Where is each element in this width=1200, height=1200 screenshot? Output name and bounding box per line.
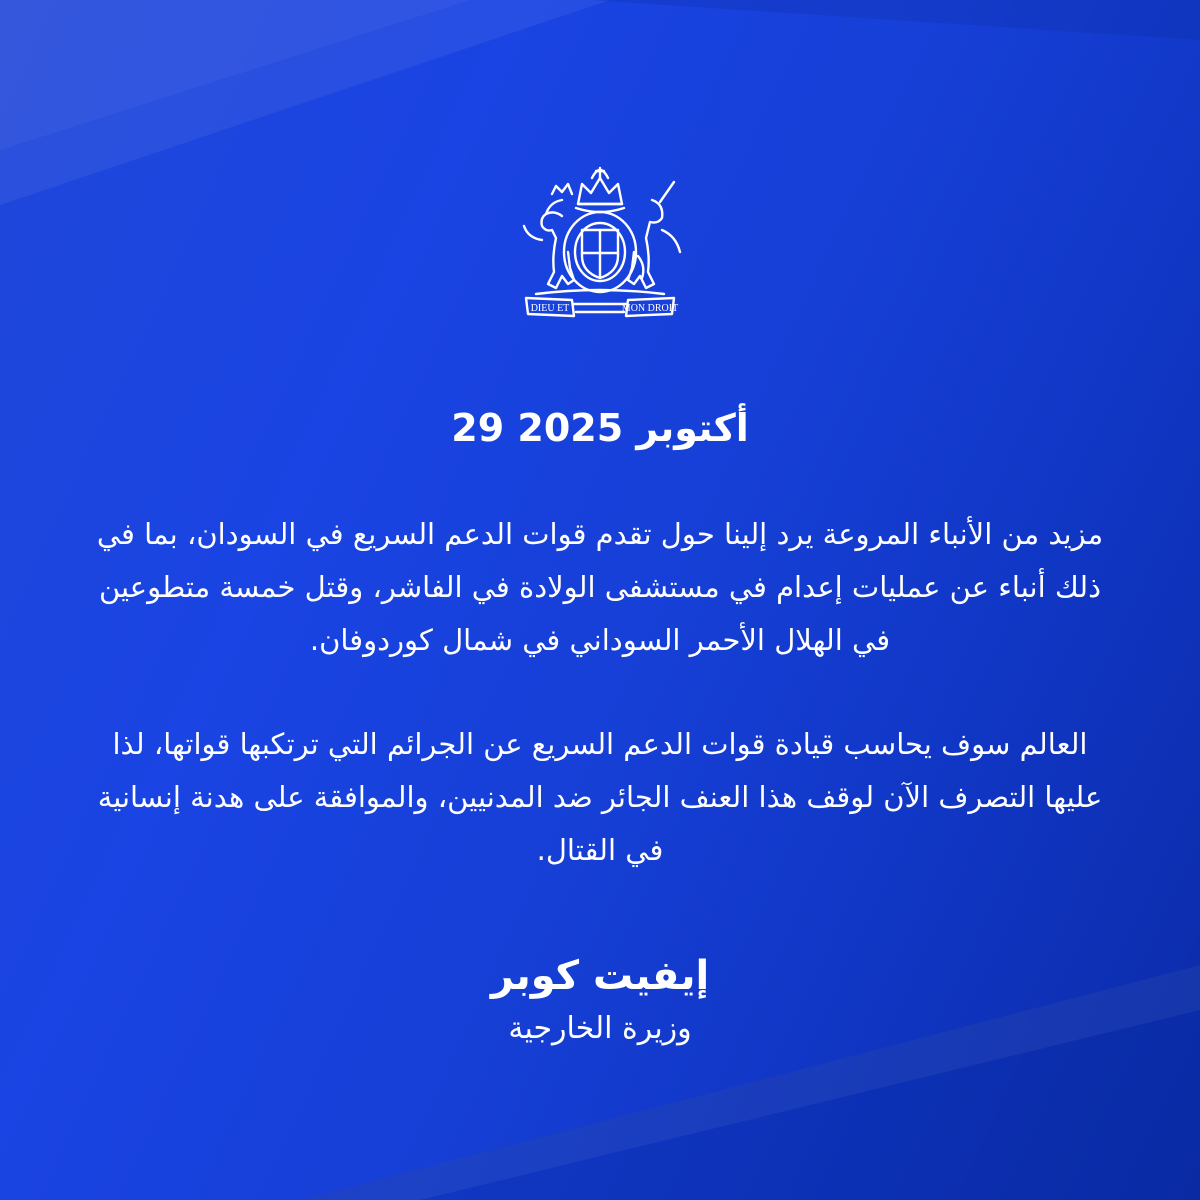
statement-date: 29 أكتوبر 2025 (451, 406, 749, 450)
statement-paragraph-2: العالم سوف يحاسب قيادة قوات الدعم السريع عن الجرائم التي ترتكبها قواتها، لذا عليها التصرف الآن لوقف هذا العنف الجائر ضد المدنيين، والموافقة على هدنة إنسانية في القتال. (97, 727, 1103, 867)
signatory-title: وزيرة الخارجية (508, 1011, 692, 1046)
motto-right: MON DROIT (621, 303, 679, 314)
top-left-inner-band (0, 0, 470, 150)
royal-coat-of-arms-icon (512, 160, 688, 332)
signatory-name: إيفيت كوبر (490, 953, 710, 999)
top-right-dark-band (590, 0, 1200, 40)
motto-left: DIEU ET (530, 303, 570, 314)
statement-paragraph-1: مزيد من الأنباء المروعة يرد إلينا حول تقدم قوات الدعم السريع في السودان، بما في ذلك أنباء عن عمليات إعدام في مستشفى الولادة في الفاشر، وقتل خمسة متطوعين في الهلال الأحمر السوداني في شمال كوردوفان. (96, 517, 1104, 657)
